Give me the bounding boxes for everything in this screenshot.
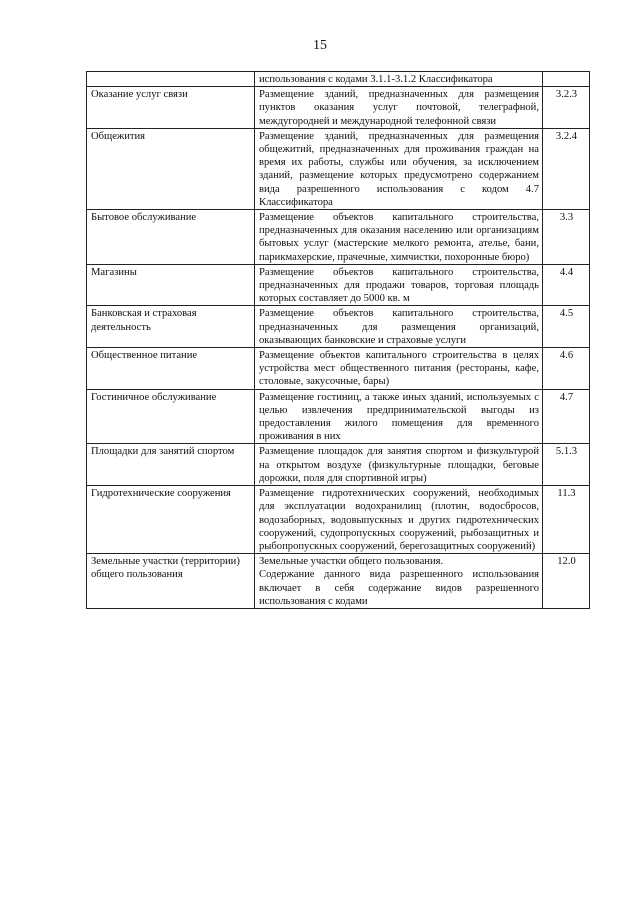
use-type-description: Размещение гидротехнических сооружений, необходимых для эксплуатации водохранилищ (плотин, водосбросов, водозаборных, водовыпускных и других гидротехнических сооружений, судопропускных сооружений, рыбозащитных и рыбопропускных сооружений, берегозащитных сооружений) <box>255 486 543 554</box>
use-type-name: Банковская и страховая деятельность <box>87 306 255 348</box>
use-type-name <box>87 72 255 87</box>
table-row <box>87 210 590 265</box>
description-line: Земельные участки общего пользования. <box>259 556 444 568</box>
use-type-code: 4.6 <box>543 348 590 390</box>
use-type-code: 5.1.3 <box>543 444 590 486</box>
table-row <box>87 389 590 444</box>
use-type-description: Размещение площадок для занятия спортом и физкультурой на открытом воздухе (физкультурные площадки, беговые дорожки, поля для спортивной игры) <box>255 444 543 486</box>
use-type-name: Бытовое обслуживание <box>87 210 255 265</box>
table-row <box>87 72 590 87</box>
use-type-code: 4.7 <box>543 389 590 444</box>
use-type-code: 4.4 <box>543 264 590 306</box>
use-type-name: Гостиничное обслуживание <box>87 389 255 444</box>
use-type-description: Размещение зданий, предназначенных для размещения общежитий, предназначенных для проживания граждан на время их работы, службы или обучения, за исключением зданий, размещение которых предусмотрено содержанием вида разрешенного использования с кодом 4.7 Классификатора <box>255 128 543 209</box>
description-line: Содержание данного вида разрешенного использования включает в себя содержание видов разрешенного использования с кодами <box>259 569 539 607</box>
use-type-description: Размещение объектов капитального строительства, предназначенных для оказания населению или организациям бытовых услуг (мастерские мелкого ремонта, ателье, бани, парикмахерские, прачечные, химчистки, похоронные бюро) <box>255 210 543 265</box>
table-row <box>87 306 590 348</box>
land-use-table <box>86 71 590 609</box>
use-type-name: Магазины <box>87 264 255 306</box>
use-type-name: Гидротехнические сооружения <box>87 486 255 554</box>
use-type-description: Размещение объектов капитального строительства в целях устройства мест общественного питания (рестораны, кафе, столовые, закусочные, бары) <box>255 348 543 390</box>
page-number: 15 <box>313 38 327 53</box>
use-type-name: Площадки для занятий спортом <box>87 444 255 486</box>
use-type-name: Земельные участки (территории) общего пользования <box>87 554 255 609</box>
use-type-description: Размещение объектов капитального строительства, предназначенных для продажи товаров, торговая площадь которых составляет до 5000 кв. м <box>255 264 543 306</box>
use-type-description: Размещение зданий, предназначенных для размещения пунктов оказания услуг почтовой, телеграфной, междугородней и международной телефонной связи <box>255 87 543 129</box>
use-type-code <box>543 72 590 87</box>
table-row <box>87 87 590 129</box>
table-row <box>87 444 590 486</box>
table-row <box>87 486 590 554</box>
table-row <box>87 554 590 609</box>
use-type-code: 11.3 <box>543 486 590 554</box>
table-row <box>87 348 590 390</box>
use-type-description: Размещение объектов капитального строительства, предназначенных для размещения организаций, оказывающих банковские и страховые услуги <box>255 306 543 348</box>
table-row <box>87 128 590 209</box>
use-type-name: Оказание услуг связи <box>87 87 255 129</box>
use-type-code: 3.3 <box>543 210 590 265</box>
use-type-name: Общественное питание <box>87 348 255 390</box>
use-type-code: 4.5 <box>543 306 590 348</box>
use-type-description: использования с кодами 3.1.1-3.1.2 Классификатора <box>255 72 543 87</box>
use-type-code: 3.2.4 <box>543 128 590 209</box>
use-type-code: 12.0 <box>543 554 590 609</box>
use-type-code: 3.2.3 <box>543 87 590 129</box>
use-type-description: Размещение гостиниц, а также иных зданий, используемых с целью извлечения предпринимательской выгоды из предоставления жилого помещения для временного проживания в них <box>255 389 543 444</box>
use-type-name: Общежития <box>87 128 255 209</box>
table-row <box>87 264 590 306</box>
use-type-description <box>255 554 543 609</box>
